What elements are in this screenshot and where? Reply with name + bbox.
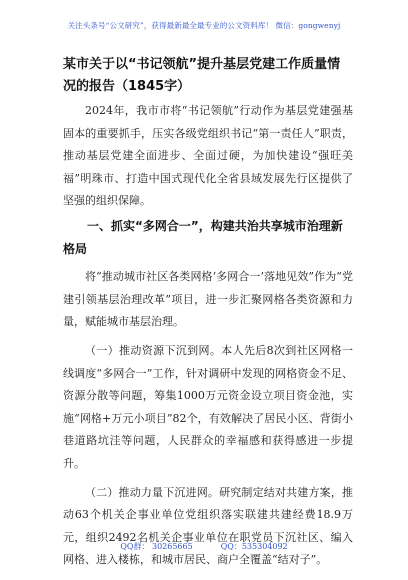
document-title: 某市关于以“书记领航”提升基层党建工作质量情况的报告（1845字） — [63, 57, 341, 94]
header-banner: 关注头条号“公文研究”，获得最新最全最专业的公文资料库！ 微信：gongwenyj — [67, 21, 341, 30]
intro-paragraph: 2024年，我市市将“书记领航”行动作为基层党建强基固本的重要抓手，压实各级党组织书记“第一责任人”职责，推动基层党建全面进步、全面过硬，为加快建设“强旺美福”明珠市、打造中国式现代化全省县域发展先行区提供了坚强的组织保障。 — [63, 104, 353, 208]
section-heading-1: 一、抓实“多网合一”，构建共治共享城市治理新格局 — [63, 218, 343, 256]
paragraph-3: （二）推动力量下沉进网。研究制定结对共建方案，推动63个机关企事业单位党组织落实联建共建经费18.9万元，组织2492名机关企事业单位在职党员下沉社区、编入网格、进入楼栋，和城市居民、商户全覆盖“结对子”。 — [63, 485, 353, 567]
footer-contact — [0, 541, 408, 552]
document-body — [63, 54, 353, 572]
footer-qq-group: QQ群： 30265665 — [120, 542, 193, 551]
paragraph-1: 将“推动城市社区各类网格‘多网合一’落地见效”作为“党建引领基层治理改革”项目，进一步汇聚网格各类资源和力量，赋能城市基层治理。 — [63, 270, 353, 329]
footer-qq: QQ：535304092 — [220, 542, 288, 551]
paragraph-2: （一）推动资源下沉到网。本人先后8次到社区网格一线调度“多网合一”工作，针对调研中发现的网格资金不足、资源分散等问题，筹集1000万元资金设立项目资金池，实施“网格+万元小项目”82个，有效解决了居民小区、背街小巷道路坑洼等问题，人民群众的幸福感和获得感进一步提升。 — [63, 343, 353, 470]
